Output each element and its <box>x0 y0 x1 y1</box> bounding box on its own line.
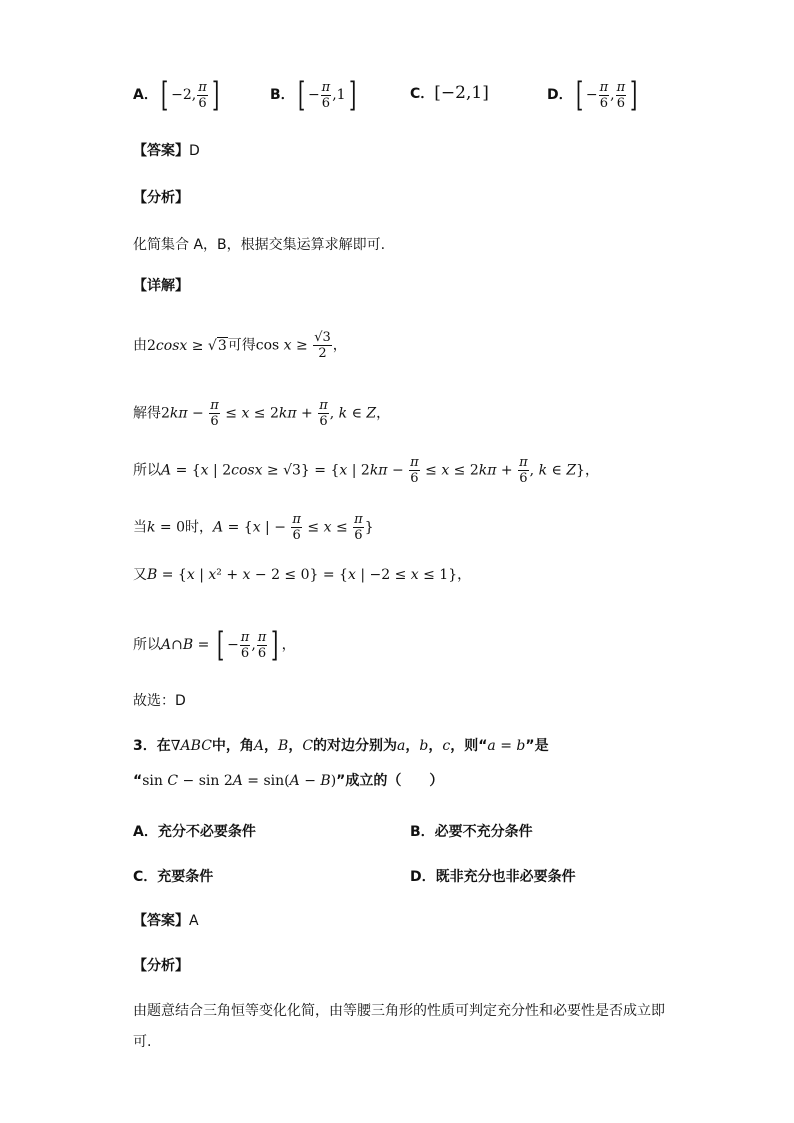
q2-detail-label: 【详解】 <box>133 278 189 294</box>
q2-analysis-label: 【分析】 <box>133 190 189 206</box>
q2-step-3: 所以A = {x | 2cosx ≥ √3} = {x | 2kπ − $\frac{\pi}{6}$ ≤ x ≤ 2kπ + $\frac{\pi}{6}$ , k ∈ Z}， <box>133 455 599 486</box>
q2-final: 故选：D <box>133 693 186 709</box>
q2-step-1: 由2cosx ≥ √3可得cos x ≥ $\frac{√3}{2}$ ， <box>133 330 347 361</box>
q3-option-a: A．充分不必要条件 <box>133 824 256 840</box>
choice-a: A．[ −2, $\frac{\pi}{6}$ ] <box>133 75 220 115</box>
q3-stem-line-1: 3．在∇ABC中，角A，B，C的对边分别为a，b，c，则“a = b”是 <box>133 738 549 754</box>
choice-c: C．[−2,1] <box>410 83 489 103</box>
q2-step-5: 又B = {x | x² + x − 2 ≤ 0} = {x | −2 ≤ x ≤ 1}， <box>133 567 472 583</box>
q3-analysis-label: 【分析】 <box>133 958 189 974</box>
q2-step-6: 所以A∩B = [ − $\frac{\pi}{6}$ , $\frac{\pi}{6}$ ] ， <box>133 625 296 665</box>
q2-analysis-text: 化简集合 A，B，根据交集运算求解即可. <box>133 237 386 253</box>
q2-answer: 【答案】D <box>133 143 200 159</box>
q3-option-b: B．必要不充分条件 <box>410 824 533 840</box>
q3-analysis-text-1: 由题意结合三角恒等变化化简，由等腰三角形的性质可判定充分性和必要性是否成立即 <box>133 1003 665 1019</box>
q2-step-4: 当k = 0时，A = {x | − $\frac{\pi}{6}$ ≤ x ≤ $\frac{\pi}{6}$ } <box>133 512 374 543</box>
q2-step-2: 解得2kπ − $\frac{\pi}{6}$ ≤ x ≤ 2kπ + $\frac{\pi}{6}$ , k ∈ Z， <box>133 398 391 429</box>
q3-answer: 【答案】A <box>133 913 199 929</box>
q3-analysis-text-2: 可. <box>133 1034 152 1050</box>
q3-stem-line-2: “sin C − sin 2A = sin(A − B)”成立的（ ） <box>133 773 444 789</box>
q3-option-c: C．充要条件 <box>133 869 214 885</box>
q3-option-d: D．既非充分也非必要条件 <box>410 869 576 885</box>
choice-b: B．[ − $\frac{\pi}{6}$ ,1] <box>270 75 356 115</box>
choice-d: D．[ − $\frac{\pi}{6}$ , $\frac{\pi}{6}$ ] <box>547 75 638 115</box>
